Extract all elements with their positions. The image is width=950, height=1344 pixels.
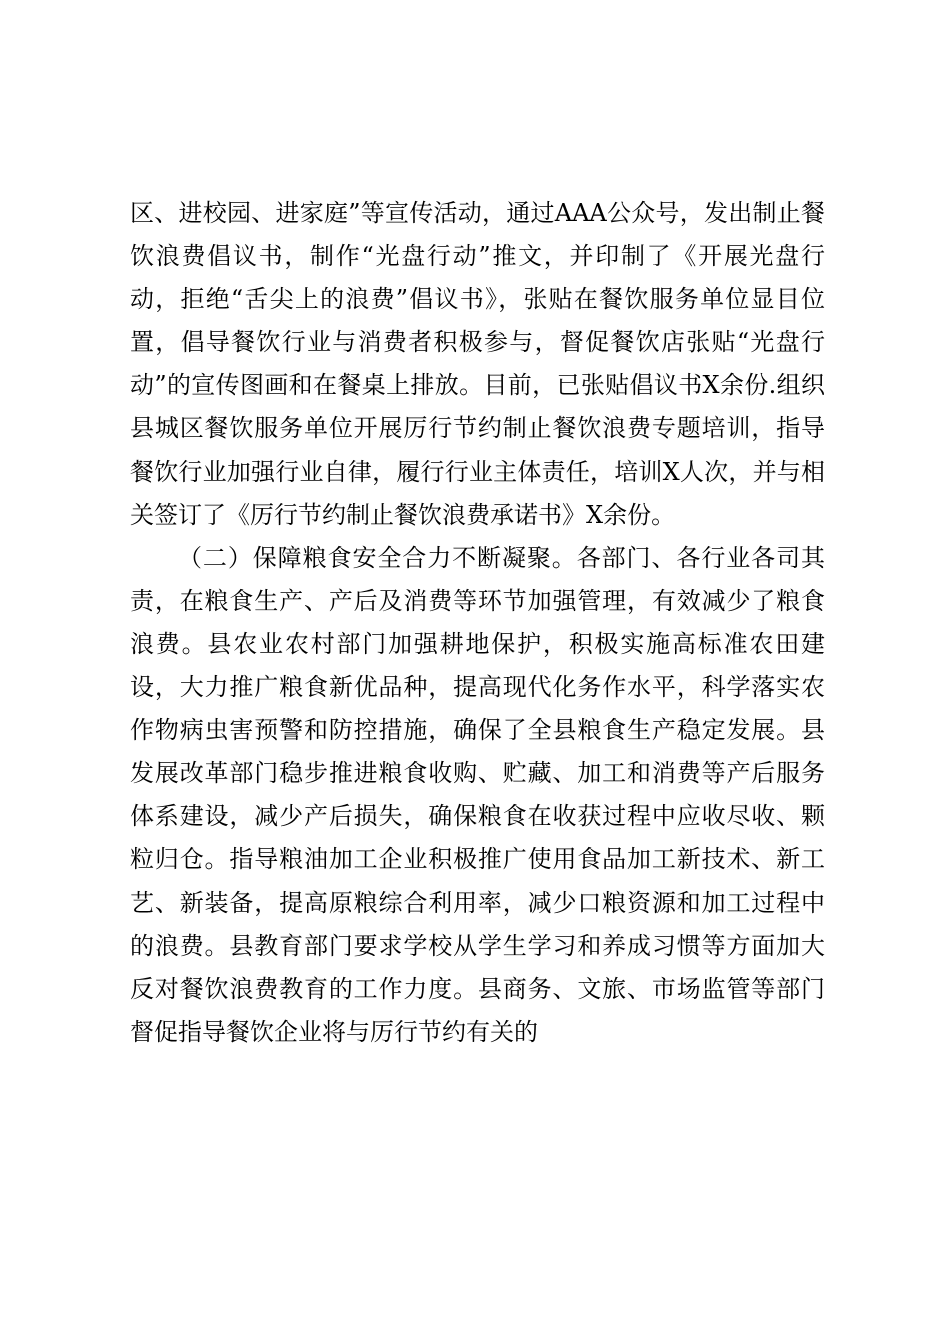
document-body: [130, 192, 825, 1054]
paragraph-1: 区、进校园、进家庭”等宣传活动，通过AAA公众号，发出制止餐饮浪费倡议书，制作“光盘行动”推文，并印制了《开展光盘行动，拒绝“舌尖上的浪费”倡议书》，张贴在餐饮服务单位显目位置，倡导餐饮行业与消费者积极参与，督促餐饮店张贴“光盘行动”的宣传图画和在餐桌上排放。目前，已张贴倡议书X余份.组织县城区餐饮服务单位开展厉行节约制止餐饮浪费专题培训，指导餐饮行业加强行业自律，履行行业主体责任，培训X人次，并与相关签订了《厉行节约制止餐饮浪费承诺书》X余份。: [130, 199, 825, 529]
paragraph-2: （二）保障粮食安全合力不断凝聚。各部门、各行业各司其责，在粮食生产、产后及消费等环节加强管理，有效减少了粮食浪费。县农业农村部门加强耕地保护，积极实施高标准农田建设，大力推广粮食新优品种，提高现代化务作水平，科学落实农作物病虫害预警和防控措施，确保了全县粮食生产稳定发展。县发展改革部门稳步推进粮食收购、贮藏、加工和消费等产后服务体系建设，减少产后损失，确保粮食在收获过程中应收尽收、颗粒归仓。指导粮油加工企业积极推广使用食品加工新技术、新工艺、新装备，提高原粮综合利用率，减少口粮资源和加工过程中的浪费。县教育部门要求学校从学生学习和养成习惯等方面加大反对餐饮浪费教育的工作力度。县商务、文旅、市场监管等部门督促指导餐饮企业将与厉行节约有关的: [130, 543, 825, 1046]
